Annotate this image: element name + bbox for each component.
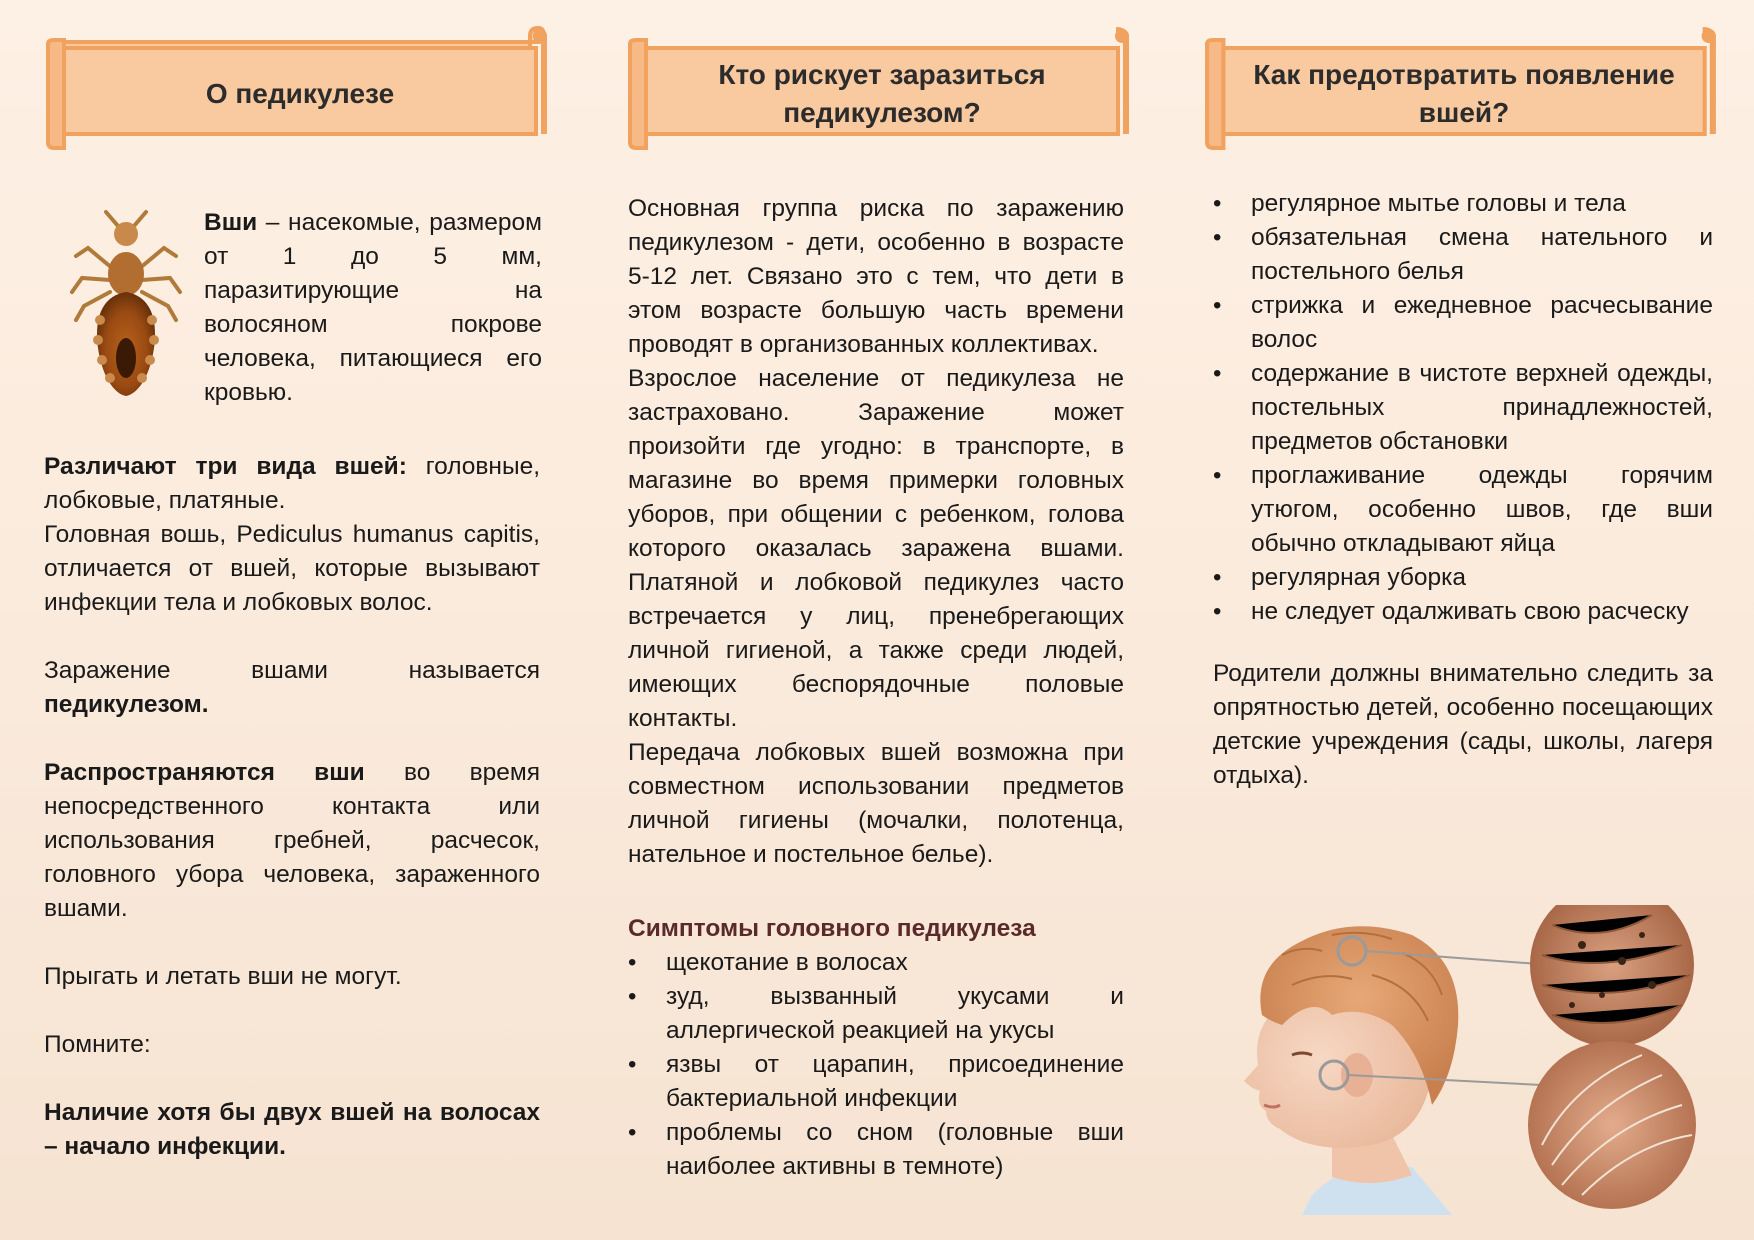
risk-body (628, 192, 1124, 1184)
list-item: • язвы от царапин, присоединение бактериальной инфекции (628, 1048, 1124, 1116)
column-risk-group (628, 0, 1124, 1240)
intro-text: – насекомые, размером от 1 до 5 мм, паразитирующие на волосяном покрове человека, питающиеся его кровью. (204, 209, 542, 406)
list-item: • проглаживание одежды горячим утюгом, особенно швов, где вши обычно откладывают яйца (1213, 459, 1713, 561)
banner-prevention (1203, 26, 1721, 150)
banner-title: Кто рискует заразиться педикулезом? (718, 59, 1046, 128)
child-head-illustration (1222, 905, 1742, 1215)
louse-icon (66, 208, 186, 408)
risk-paragraph-3: Передача лобковых вшей возможна при совместном использовании предметов личной гигиены (мочалки, полотенца, нательное и постельное белье). (628, 739, 1124, 868)
column-about-pediculosis (44, 0, 540, 1240)
intro-lice-definition (204, 206, 542, 410)
intro-bold: Вши (204, 209, 258, 236)
prevention-list (1213, 187, 1713, 629)
infection-bold: педикулезом. (44, 691, 209, 718)
list-item: • стрижка и ежедневное расчесывание волос (1213, 289, 1713, 357)
banner-title: О педикулезе (205, 78, 395, 109)
head-louse-paragraph: Головная вошь, Pediculus humanus capitis, отличается от вшей, которые вызывают инфекции тела и лобковых волос. (44, 521, 540, 616)
warning-paragraph (44, 1096, 540, 1164)
spread-bold: Распространяются вши (44, 759, 365, 786)
list-item: • содержание в чистоте верхней одежды, постельных принадлежностей, предметов обстановки (1213, 357, 1713, 459)
types-bold: Различают три вида вшей: (44, 453, 407, 480)
infection-text: Заражение вшами называется (44, 657, 540, 684)
warning-bold: Наличие хотя бы двух вшей на волосах – начало инфекции. (44, 1099, 540, 1160)
symptoms-list (628, 946, 1124, 1184)
spread-paragraph (44, 756, 540, 926)
risk-paragraph-1: Основная группа риска по заражению педикулезом - дети, особенно в возрасте 5-12 лет. Связано это с тем, что дети в этом возрасте большую часть времени проводят в организованных коллективах. (628, 195, 1124, 358)
list-item: • проблемы со сном (головные вши наиболее активны в темноте) (628, 1116, 1124, 1184)
spread-text: во время непосредственного контакта или использования гребней, расчесок, головного убора человека, зараженного вшами. (44, 759, 541, 922)
symptoms-title: Симптомы головного педикулеза (628, 915, 1036, 942)
list-item: • обязательная смена нательного и постельного белья (1213, 221, 1713, 289)
remember-paragraph: Помните: (44, 1031, 151, 1058)
about-body (44, 450, 540, 1164)
parents-paragraph: Родители должны внимательно следить за опрятностью детей, особенно посещающих детские учреждения (сады, школы, лагеря отдыха). (1213, 660, 1713, 789)
list-item: • щекотание в волосах (628, 946, 1124, 980)
child-head-lice-icon (1222, 905, 1742, 1215)
risk-paragraph-2: Взрослое население от педикулеза не застраховано. Заражение может произойти где угодно: в транспорте, в магазине во время примерки головных уборов, при общении с ребенком, голова которого оказалась заражена вшами. Платяной и лобковой педикулез часто встречается у лиц, пренебрегающих личной гигиеной, а также среди людей, имеющих беспорядочные половые контакты. (628, 365, 1124, 732)
list-item: • не следует одалживать свою расческу (1213, 595, 1713, 629)
infection-paragraph (44, 654, 540, 722)
banner-about (44, 26, 552, 150)
types-paragraph (44, 450, 540, 518)
prevention-body (1213, 187, 1713, 793)
types-text: головные, лобковые, платяные. (44, 453, 540, 514)
list-item: • регулярное мытье головы и тела (1213, 187, 1713, 221)
list-item: • зуд, вызванный укусами и аллергической реакцией на укусы (628, 980, 1124, 1048)
louse-illustration (66, 208, 186, 408)
jump-paragraph: Прыгать и летать вши не могут. (44, 963, 402, 990)
banner-title: Как предотвратить появление вшей? (1253, 59, 1675, 128)
list-item: • регулярная уборка (1213, 561, 1713, 595)
banner-risk (626, 26, 1134, 150)
